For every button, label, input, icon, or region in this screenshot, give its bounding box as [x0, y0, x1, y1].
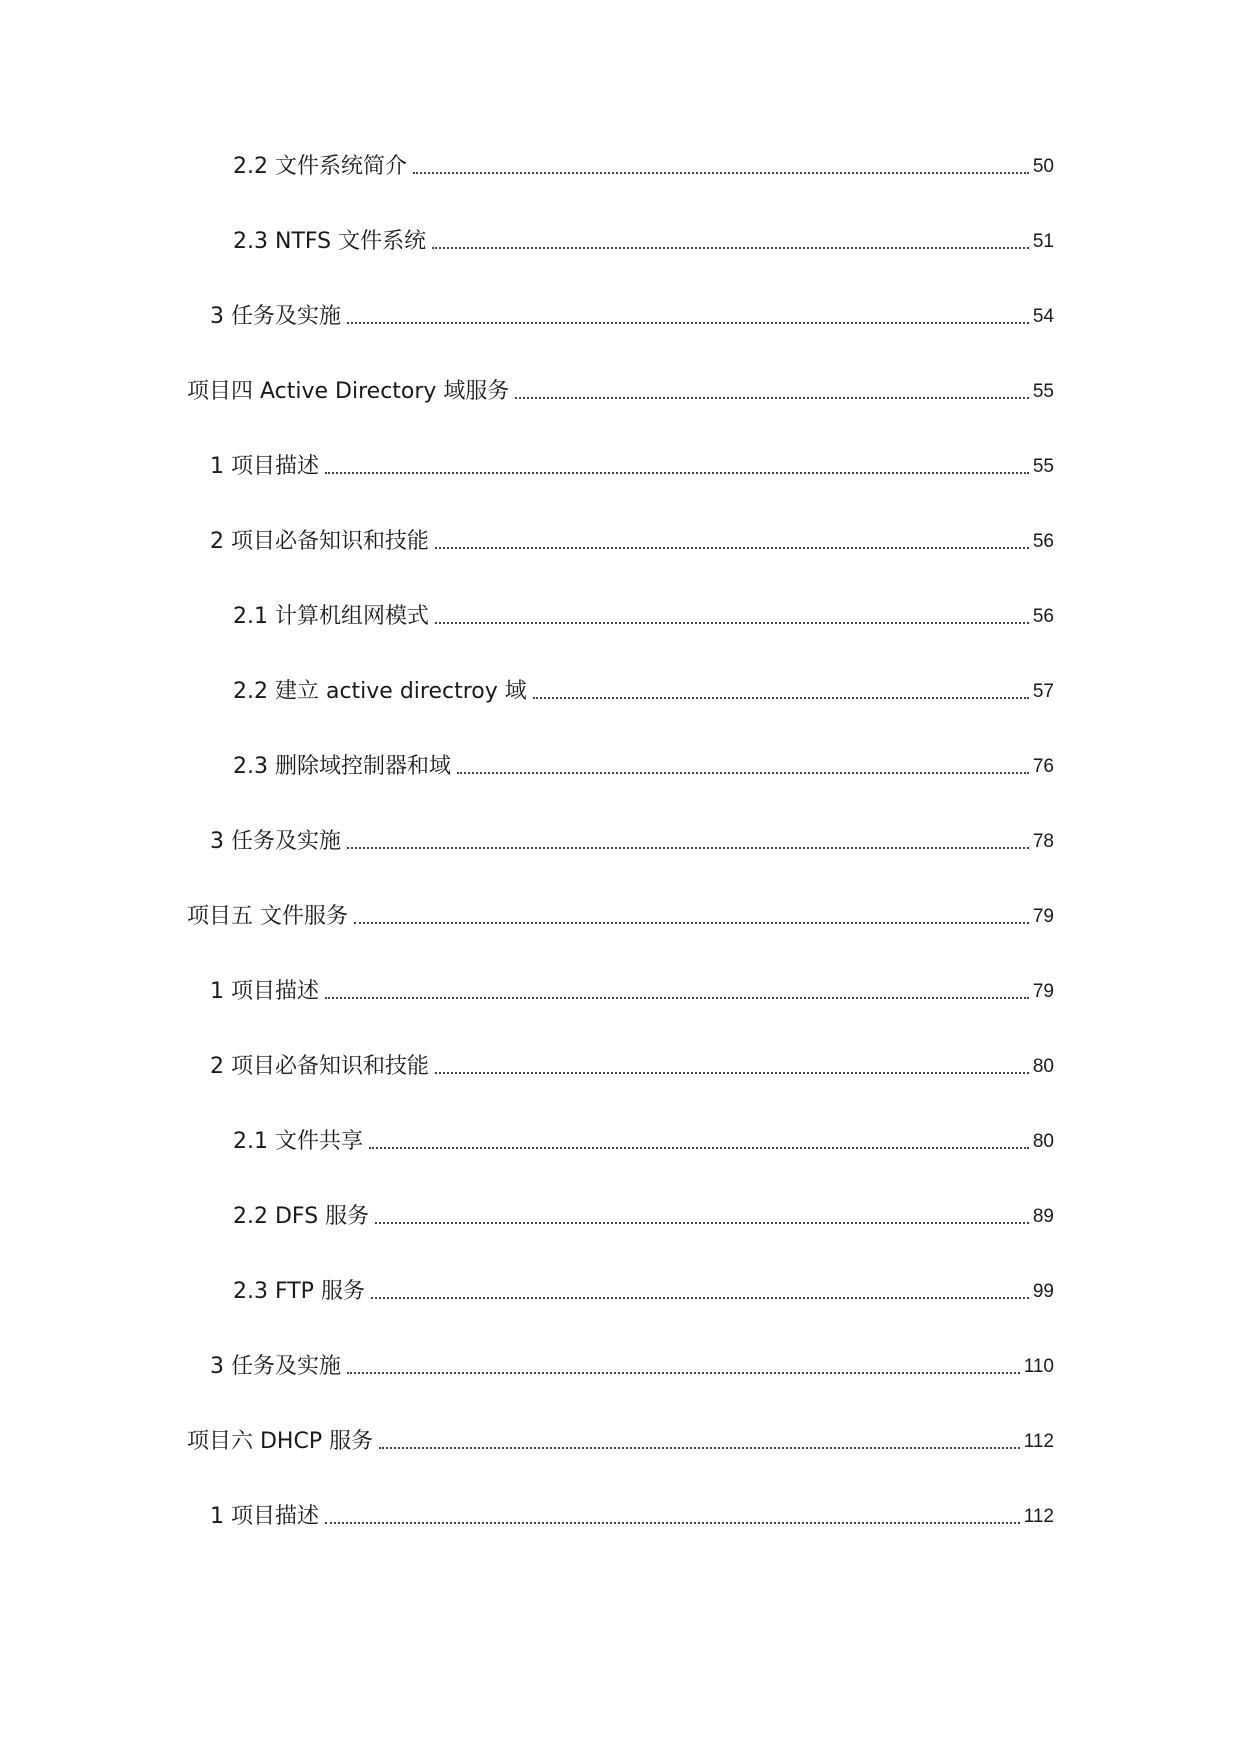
toc-entry[interactable] — [187, 371, 1054, 407]
toc-entry-page: 110 — [1023, 1356, 1054, 1377]
toc-entry-title: 3 任务及实施 — [210, 829, 341, 854]
toc-entry-title: 3 任务及实施 — [210, 304, 341, 329]
toc-leader — [325, 471, 1029, 474]
toc-entry-page: 51 — [1032, 231, 1054, 252]
toc-leader — [371, 1296, 1029, 1299]
toc-entry-page: 50 — [1032, 156, 1054, 177]
toc-entry-page: 78 — [1032, 831, 1054, 852]
toc-entry-title: 2.3 FTP 服务 — [233, 1279, 365, 1304]
toc-entry[interactable] — [210, 521, 1054, 557]
toc-leader — [347, 321, 1029, 324]
toc-entry[interactable] — [233, 1271, 1054, 1307]
toc-leader — [379, 1446, 1020, 1449]
toc-entry-title: 2 项目必备知识和技能 — [210, 1054, 429, 1079]
toc-entry-page: 57 — [1032, 681, 1054, 702]
toc-entry[interactable] — [210, 1046, 1054, 1082]
toc-entry-page: 79 — [1032, 981, 1054, 1002]
toc-entry[interactable] — [210, 1346, 1054, 1382]
toc-leader — [515, 396, 1028, 399]
toc-entry-page: 89 — [1032, 1206, 1054, 1227]
toc-entry-title: 2.2 DFS 服务 — [233, 1204, 370, 1229]
toc-entry[interactable] — [233, 221, 1054, 257]
toc-entry-title: 1 项目描述 — [210, 979, 319, 1004]
toc-entry[interactable] — [210, 971, 1054, 1007]
toc-entry-page: 55 — [1032, 456, 1054, 477]
toc-entry[interactable] — [210, 446, 1054, 482]
toc-leader — [457, 771, 1029, 774]
toc-entry[interactable] — [187, 1421, 1054, 1457]
toc-leader — [369, 1146, 1029, 1149]
toc-entry-page: 56 — [1032, 606, 1054, 627]
toc-entry-page: 112 — [1023, 1431, 1054, 1452]
toc-entry-title: 2.3 删除域控制器和域 — [233, 754, 451, 779]
toc-entry[interactable] — [233, 596, 1054, 632]
toc-entry-title: 2.1 文件共享 — [233, 1129, 363, 1154]
toc-entry[interactable] — [233, 146, 1054, 182]
toc-entry-title: 3 任务及实施 — [210, 1354, 341, 1379]
toc-leader — [347, 846, 1029, 849]
toc-entry[interactable] — [233, 1196, 1054, 1232]
toc-entry-title: 项目四 Active Directory 域服务 — [187, 379, 510, 404]
toc-entry-title: 1 项目描述 — [210, 1504, 319, 1529]
toc-entry-title: 2.2 建立 active directroy 域 — [233, 679, 527, 704]
toc-entry[interactable] — [233, 746, 1054, 782]
toc-leader — [354, 921, 1029, 924]
toc-entry-page: 99 — [1032, 1281, 1054, 1302]
toc-entry-title: 2.2 文件系统简介 — [233, 154, 407, 179]
toc-entry[interactable] — [210, 296, 1054, 332]
toc-entry-page: 56 — [1032, 531, 1054, 552]
toc-entry[interactable] — [233, 671, 1054, 707]
toc-entry-title: 2.3 NTFS 文件系统 — [233, 229, 427, 254]
toc-entry[interactable] — [210, 1496, 1054, 1532]
toc-entry-title: 1 项目描述 — [210, 454, 319, 479]
toc-entry[interactable] — [233, 1121, 1054, 1157]
toc-entry-page: 76 — [1032, 756, 1054, 777]
toc-leader — [347, 1371, 1020, 1374]
toc-leader — [325, 1521, 1020, 1524]
toc-entry-title: 项目六 DHCP 服务 — [187, 1429, 374, 1454]
toc-leader — [533, 696, 1029, 699]
toc-leader — [432, 246, 1029, 249]
toc-entry-page: 112 — [1023, 1506, 1054, 1527]
toc-entry-title: 2.1 计算机组网模式 — [233, 604, 429, 629]
toc-leader — [435, 621, 1029, 624]
toc-entry-page: 80 — [1032, 1056, 1054, 1077]
toc-entry-page: 80 — [1032, 1131, 1054, 1152]
toc-entry-page: 54 — [1032, 306, 1054, 327]
toc-leader — [325, 996, 1029, 999]
toc-entry-title: 项目五 文件服务 — [187, 904, 348, 929]
toc-entry-page: 55 — [1032, 381, 1054, 402]
toc-leader — [413, 171, 1029, 174]
toc-entry-page: 79 — [1032, 906, 1054, 927]
toc-leader — [435, 1071, 1029, 1074]
toc-leader — [375, 1221, 1029, 1224]
toc-entry[interactable] — [210, 821, 1054, 857]
toc-entry[interactable] — [187, 896, 1054, 932]
toc-leader — [435, 546, 1029, 549]
toc-entry-title: 2 项目必备知识和技能 — [210, 529, 429, 554]
